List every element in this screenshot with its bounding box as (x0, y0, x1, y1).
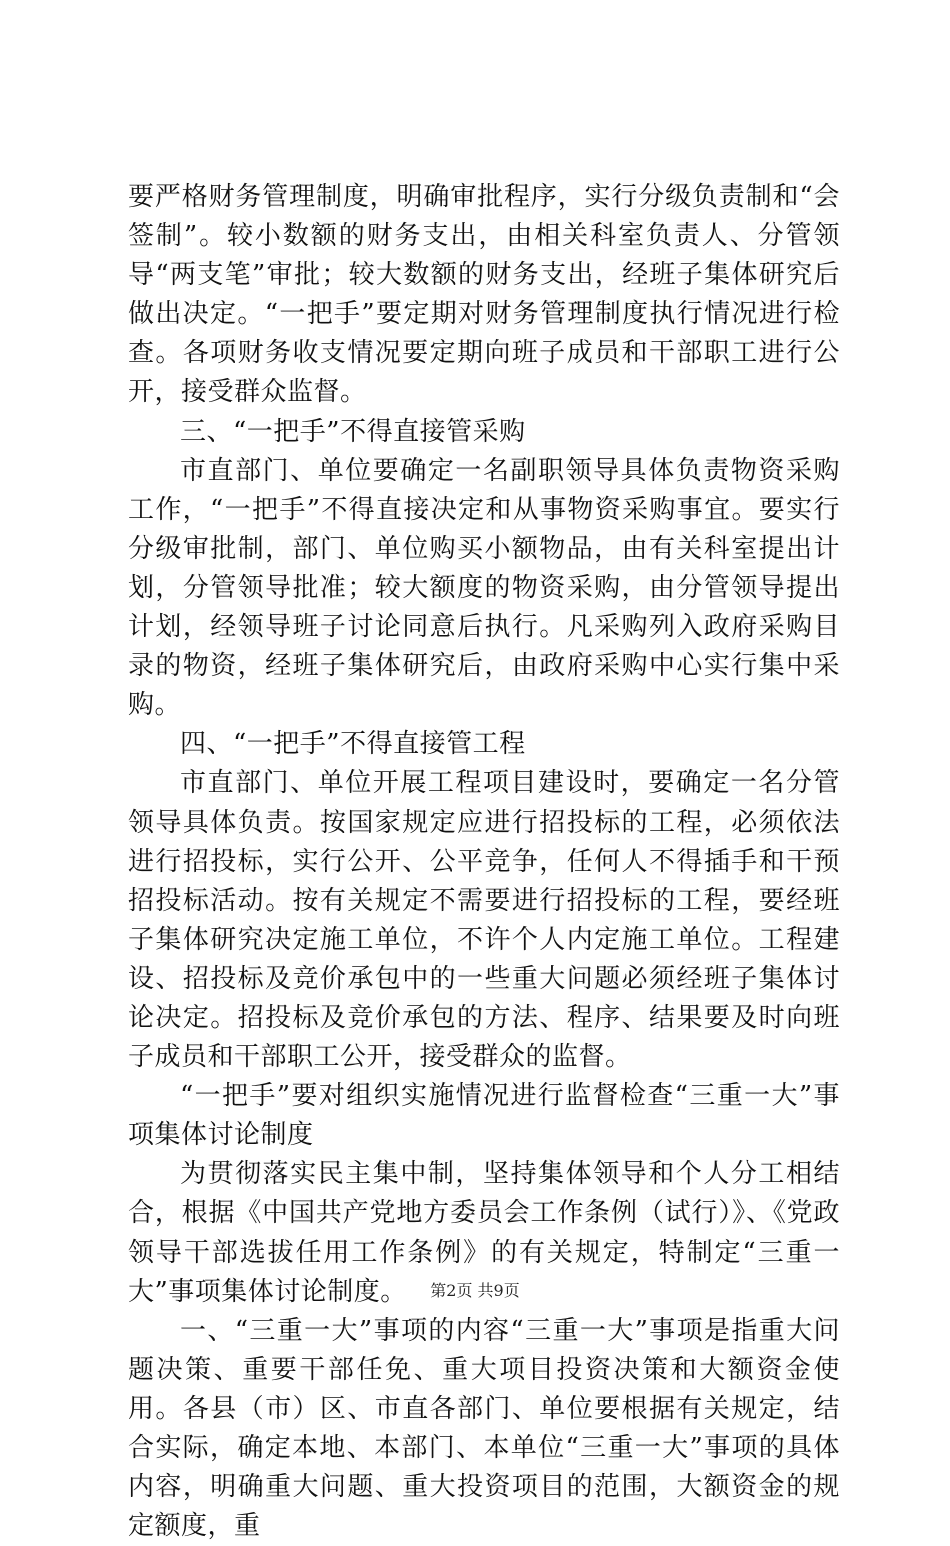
document-body (128, 178, 840, 1546)
document-title-collective-discussion: “一把手”要对组织实施情况进行监督检查“三重一大”事项集体讨论制度 (128, 1081, 840, 1151)
section-heading-engineering: 四、“一把手”不得直接管工程 (180, 729, 526, 760)
paragraph-section-one: 一、“三重一大”事项的内容“三重一大”事项是指重大问题决策、重要干部任免、重大项目投资决策和大额资金使用。各县（市）区、市直各部门、单位要根据有关规定，结合实际，确定本地、本部门、本单位“三重一大”事项的具体内容，明确重大问题、重大投资项目的范围，大额资金的规定额度，重 (128, 1315, 840, 1542)
paragraph-finance-control: 要严格财务管理制度，明确审批程序，实行分级负责制和“会签制”。较小数额的财务支出，由相关科室负责人、分管领导“两支笔”审批；较大数额的财务支出，经班子集体研究后做出决定。“一把手”要定期对财务管理制度执行情况进行检查。各项财务收支情况要定期向班子成员和干部职工进行公开，接受群众监督。 (128, 182, 840, 408)
page-number-footer: 第2页 共9页 (430, 1281, 520, 1300)
paragraph-preamble: 为贯彻落实民主集中制，坚持集体领导和个人分工相结合，根据《中国共产党地方委员会工作条例（试行）》、《党政领导干部选拔任用工作条例》的有关规定，特制定“三重一大”事项集体讨论制度。 (128, 1159, 840, 1307)
paragraph-engineering: 市直部门、单位开展工程项目建设时，要确定一名分管领导具体负责。按国家规定应进行招投标的工程，必须依法进行招投标，实行公开、公平竞争，任何人不得插手和干预招投标活动。按有关规定不需要进行招投标的工程，要经班子集体研究决定施工单位，不许个人内定施工单位。工程建设、招投标及竞价承包中的一些重大问题必须经班子集体讨论决定。招投标及竞价承包的方法、程序、结果要及时向班子成员和干部职工公开，接受群众的监督。 (128, 768, 840, 1073)
section-heading-procurement: 三、“一把手”不得直接管采购 (180, 416, 526, 447)
paragraph-procurement: 市直部门、单位要确定一名副职领导具体负责物资采购工作，“一把手”不得直接决定和从事物资采购事宜。要实行分级审批制，部门、单位购买小额物品，由有关科室提出计划，分管领导批准；较大额度的物资采购，由分管领导提出计划，经领导班子讨论同意后执行。凡采购列入政府采购目录的物资，经班子集体研究后，由政府采购中心实行集中采购。 (128, 455, 840, 721)
